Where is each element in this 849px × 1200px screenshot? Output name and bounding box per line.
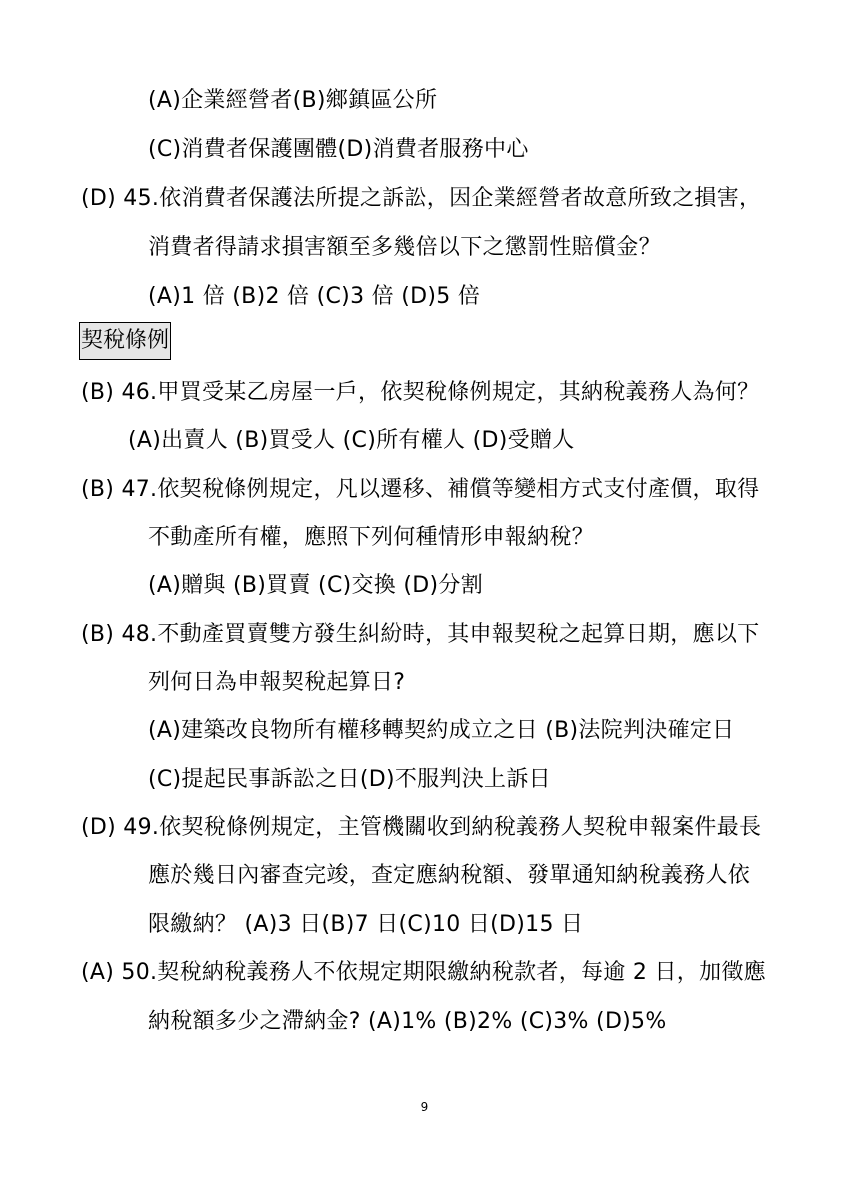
question-48-options-cd: (C)提起民事訴訟之日(D)不服判決上訴日 — [148, 767, 551, 792]
question-49: (D) 49.依契稅條例規定，主管機關收到納稅義務人契稅申報案件最長 — [81, 815, 762, 840]
question-45: (D) 45.依消費者保護法所提之訴訟，因企業經營者故意所致之損害， — [81, 186, 762, 211]
page-number: 9 — [420, 1100, 429, 1114]
question-45-cont: 消費者得請求損害額至多幾倍以下之懲罰性賠償金？ — [148, 235, 661, 260]
question-47-cont: 不動產所有權，應照下列何種情形申報納稅？ — [148, 525, 595, 550]
question-49-cont: 應於幾日內審查完竣，查定應納稅額、發單通知納稅義務人依 — [148, 863, 751, 888]
question-44-options-ab: (A)企業經營者(B)鄉鎮區公所 — [148, 88, 438, 113]
question-50: (A) 50.契稅納稅義務人不依規定期限繳納稅款者，每逾 2 日，加徵應 — [81, 960, 766, 985]
section-heading: 契稅條例 — [79, 322, 171, 360]
question-49-options: 限繳納？ (A)3 日(B)7 日(C)10 日(D)15 日 — [148, 912, 584, 937]
question-47: (B) 47.依契稅條例規定，凡以遷移、補償等變相方式支付產價，取得 — [81, 477, 760, 502]
question-46-options: (A)出賣人 (B)買受人 (C)所有權人 (D)受贈人 — [128, 428, 575, 453]
question-45-options: (A)1 倍 (B)2 倍 (C)3 倍 (D)5 倍 — [148, 284, 481, 309]
question-47-options: (A)贈與 (B)買賣 (C)交換 (D)分割 — [148, 573, 483, 598]
question-48-options-ab: (A)建築改良物所有權移轉契約成立之日 (B)法院判決確定日 — [148, 718, 735, 743]
question-44-options-cd: (C)消費者保護團體(D)消費者服務中心 — [148, 137, 529, 162]
question-48-cont: 列何日為申報契稅起算日? — [148, 670, 406, 695]
question-50-cont: 納稅額多少之滯納金? (A)1% (B)2% (C)3% (D)5% — [148, 1009, 667, 1034]
question-48: (B) 48.不動產買賣雙方發生糾紛時，其申報契稅之起算日期，應以下 — [81, 622, 760, 647]
question-46: (B) 46.甲買受某乙房屋一戶，依契稅條例規定，其納稅義務人為何？ — [81, 380, 760, 405]
